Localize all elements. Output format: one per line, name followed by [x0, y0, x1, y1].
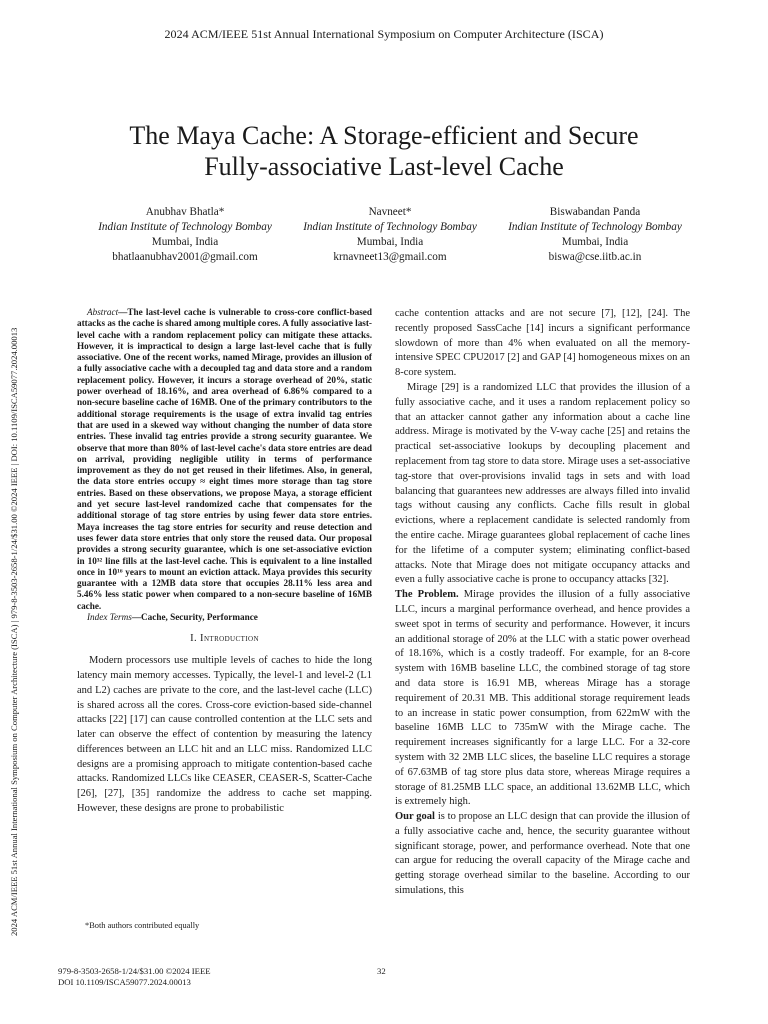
author-email: biswa@cse.iitb.ac.in	[548, 251, 642, 263]
abstract-text: —The last-level cache is vulnerable to cross-core conflict-based attacks as the cache is shared among multiple cores. A fully associative last-level cache with a random replacement policy can mitigate these attacks. However, it is impractical to design a large last-level cache that is fully associative. One of the recent works, named Mirage, provides an illusion of a fully associative cache with a decoupled tag and data store and a random replacement policy. However, it incurs a storage overhead of 20%, static power overhead of 18.16%, and area overhead of 6.86% compared to a non-secure baseline cache of 16MB. One of the primary contributors to the additional storage requirements is the usage of extra invalid tag entries that are used in a skewed way without changing the number of data store entries. These invalid tag entries provide a strong security guarantee. We observe that more than 80% of last-level cache's data store entries are dead on arrival, providing negligible utility in terms of performance improvement as they do not get reused in their lifetimes. Also, in general, the data store entries occupy ≈ eight times more storage than tag store entries. Based on these observations, we propose Maya, a storage efficient and yet secure last-level randomized cache that compensates for the additional storage of tag store entries by using fewer data store entries. Maya increases the tag store entries for security and reuse detection and uses fewer data store entries that only store the reused data. Our proposal provides a strong security guarantee, which is one set-associative eviction in 10³² line fills at the last-level cache. This is equivalent to a line installed once in 10¹⁶ years to mount an eviction attack. Maya provides this security guarantee with a 12MB data store that occupies 28.11% less area and 5.46% less static power when compared to a non-secure baseline of 16MB cache.	[77, 307, 372, 611]
author-name: Anubhav Bhatla*	[145, 206, 225, 218]
index-terms-label: Index Terms	[87, 612, 132, 623]
author-affiliation: Indian Institute of Technology Bombay	[508, 221, 682, 233]
footnote: *Both authors contributed equally	[85, 921, 200, 930]
paper-title	[60, 120, 708, 182]
body-paragraph: cache contention attacks and are not secure [7], [12], [24]. The recently proposed SassCache [14] incurs a significant performance slowdown of more than 4% when evaluated on all the memory-intensive SPEC CPU2017 [2] and GAP [4] homogeneous mixes on an 8-core system.	[395, 308, 690, 379]
footer-isbn: 979-8-3503-2658-1/24/$31.00 ©2024 IEEE	[58, 966, 211, 976]
author-location: Mumbai, India	[151, 236, 219, 248]
page-number: 32	[377, 966, 386, 976]
index-terms	[77, 612, 372, 623]
author-email: krnavneet13@gmail.com	[333, 251, 447, 263]
paper-title-line-2: Fully-associative Last-level Cache	[204, 152, 564, 181]
section-title: Introduction	[200, 633, 259, 645]
goal-label: Our goal	[395, 811, 435, 823]
index-terms-text: —Cache, Security, Performance	[131, 612, 258, 623]
section-heading	[77, 632, 372, 647]
abstract-label: Abstract	[87, 307, 119, 317]
sidebar-citation: 2024 ACM/IEEE 51st Annual International Symposium on Computer Architecture (ISCA) | 979-8-3503-2658-1/24/$31.00 ©2024 IEEE | DOI: 10.1109/ISCA59077.2024.00013	[9, 327, 19, 936]
problem-label: The Problem.	[395, 589, 459, 601]
footer-copyright	[58, 966, 211, 987]
author-location: Mumbai, India	[561, 236, 629, 248]
goal-paragraph	[395, 810, 690, 899]
right-column	[395, 307, 690, 899]
paper-title-line-1: The Maya Cache: A Storage-efficient and Secure	[129, 121, 639, 150]
author-3	[495, 205, 695, 265]
body-paragraph-mirage: Mirage [29] is a randomized LLC that provides the illusion of a fully associative cache, and it uses a random replacement policy so that an attacker cannot gather any information about a cache line address. Mirage is motivated by the V-way cache [25] and retains the practical set-associative lookups by decoupling placement and replacement from tag store to data store. Mirage uses a set-associative tag-store that over-provisions invalid tags in sets and with load balancing that guarantees new addresses are always filled into invalid tags without causing any conflicts. Cache fills result in global evictions, where a replacement candidate is selected randomly from the entire cache. Mirage guarantees global replacement of cache lines for the lifetime of a computer system; eliminating conflict-based attacks. Note that Mirage does not mitigate occupancy attacks and even a fully associative cache is prone to occupancy attacks [32].	[395, 381, 690, 586]
section-number: I.	[190, 633, 198, 645]
author-1	[85, 205, 285, 265]
abstract	[77, 307, 372, 612]
intro-paragraph: Modern processors use multiple levels of caches to hide the long latency main memory accesses. Typically, the level-1 and level-2 (L1 and L2) caches are private to the core, and the last-level cache (LLC) is shared across all the cores. Cross-core eviction-based side-channel attacks [22] [17] can cause controlled contention at the LLC sets and later can observe the effect of contention by measuring the latency differences between an LLC hit and an LLC miss. Randomized LLC designs are a promising approach to mitigate contention-based cache attacks. Randomized LLCs like CEASER, CEASER-S, Scatter-Cache [26], [27], [35] randomize the address to cache set mapping. However, these designs are prone to probabilistic	[77, 655, 372, 815]
problem-text: Mirage provides the illusion of a fully associative LLC, incurs a marginal performance overhead, and hence provides a sweet spot in terms of security and performance. However, it incurs an additional storage of 20% at the LLC with a static power overhead of 18.16%, which is a costly tradeoff. For example, for an 8-core system with 16MB baseline LLC, the combined storage of tag store and data store is 16.91 MB, whereas Mirage has a storage requirement of 20.31 MB. This additional storage requirement leads to an increase in static power consumption, from 622mW with the baseline 16MB LLC to 735mW with the Mirage cache. The requirement increases significantly for a large LLC. For a 32-core system with 32 2MB LLC slices, the baseline LLC requires a storage of 67.63MB of tag store plus data store, whereas Mirage requires a storage of 81.25MB LLC space, an additional 13.62MB LLC, which is extremely high.	[395, 589, 690, 808]
author-email: bhatlaanubhav2001@gmail.com	[112, 251, 258, 263]
footer-doi: DOI 10.1109/ISCA59077.2024.00013	[58, 976, 191, 987]
problem-paragraph	[395, 588, 690, 810]
goal-text: is to propose an LLC design that can provide the illusion of a fully associative cache and, hence, the security guarantee without significant storage, power, and performance overhead. Note that one can argue for reducing the overall capacity of the Mirage cache and getting storage overhead similar to the baseline. According to our simulations, this	[395, 811, 690, 897]
conference-header: 2024 ACM/IEEE 51st Annual International Symposium on Computer Architecture (ISCA)	[164, 27, 604, 41]
author-name: Navneet*	[368, 206, 412, 218]
author-name: Biswabandan Panda	[549, 206, 641, 218]
author-affiliation: Indian Institute of Technology Bombay	[303, 221, 477, 233]
author-affiliation: Indian Institute of Technology Bombay	[98, 221, 272, 233]
left-column	[77, 307, 372, 817]
author-2	[290, 205, 490, 265]
author-location: Mumbai, India	[356, 236, 424, 248]
